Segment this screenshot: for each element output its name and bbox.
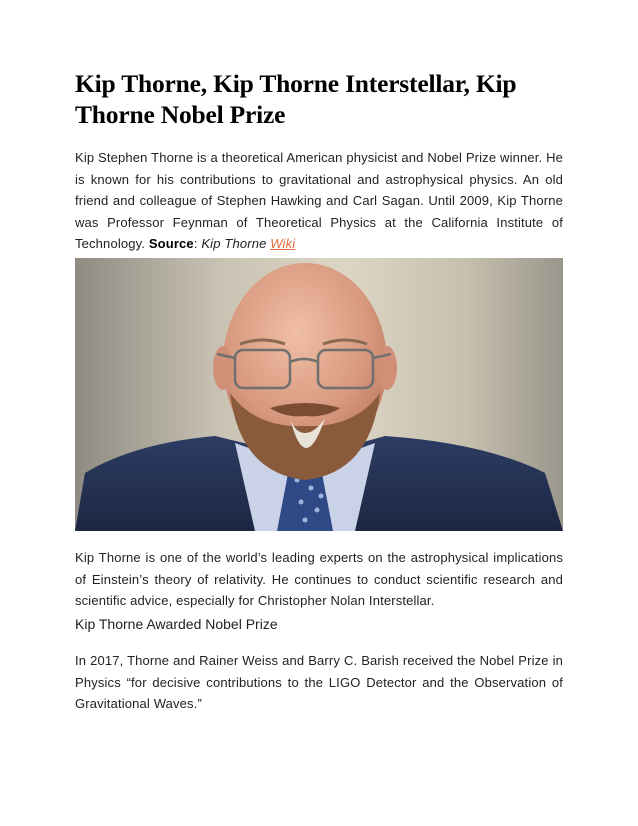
body-paragraph-3: In 2017, Thorne and Rainer Weiss and Barry C. Barish received the Nobel Prize in Physics “for decisive contributions to the LIGO Detector and the Observation of Gravitational Waves.” <box>75 653 563 712</box>
source-label: Source <box>148 236 194 252</box>
section-heading: Kip Thorne Awarded Nobel Prize <box>75 616 278 632</box>
document-page <box>75 68 563 712</box>
source-separator: : <box>193 236 198 252</box>
intro-paragraph <box>75 147 563 255</box>
body-paragraph-2: Kip Thorne is one of the world’s leading experts on the astrophysical implications of Einstein’s theory of relativity. He continues to conduct scientific research and scientific advice, especially for Christopher Nolan Interstellar. <box>75 550 563 609</box>
wiki-link[interactable]: Wiki <box>270 236 296 252</box>
intro-text: Kip Stephen Thorne is a theoretical American physicist and Nobel Prize winner. He is known for his contributions to gravitational and astrophysical physics. An old friend and colleague of Stephen Hawking and Carl Sagan. Until 2009, Kip Thorne was Professor Feynman of Theoretical Physics at the California Institute of Technology. <box>75 150 563 252</box>
kip-thorne-photo <box>75 258 563 531</box>
source-name: Kip Thorne <box>201 236 267 252</box>
article-title: Kip Thorne, Kip Thorne Interstellar, Kip Thorne Nobel Prize <box>75 69 517 129</box>
